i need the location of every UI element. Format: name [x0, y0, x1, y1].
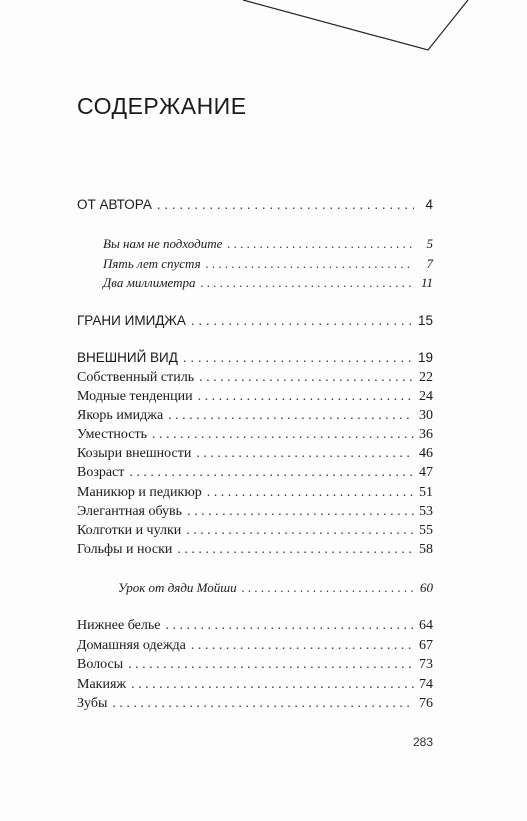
- toc-leader-dots: [201, 275, 415, 291]
- toc-entry-label: Нижнее белье: [77, 618, 161, 633]
- toc-leader-dots: [177, 542, 414, 558]
- toc-entry-label: Модные тенденции: [77, 389, 193, 404]
- toc-leader-dots: [206, 256, 414, 272]
- toc-leader-dots: [198, 389, 414, 405]
- toc-entry-label: Козыри внешности: [77, 446, 192, 461]
- toc-entry-page: 5: [426, 236, 433, 251]
- toc-entry-label: Волосы: [77, 657, 124, 672]
- toc-entry-page: 67: [419, 638, 433, 653]
- toc-entry-page: 11: [420, 275, 433, 290]
- toc-entry-pyat-let-spustya[interactable]: [103, 256, 433, 274]
- toc-entry-vneshniy-vid[interactable]: [77, 350, 433, 368]
- toc-entry-page: 64: [419, 618, 433, 633]
- toc-entry-label: Якорь имиджа: [77, 408, 164, 423]
- toc-leader-dots: [129, 465, 414, 481]
- toc-leader-dots: [128, 657, 414, 673]
- toc-leader-dots: [183, 350, 413, 365]
- toc-entry-makiyazh[interactable]: [77, 677, 433, 695]
- toc-entry-page: 7: [426, 256, 433, 271]
- toc-entry-vozrast[interactable]: [77, 465, 433, 483]
- toc-entry-manikyur-i-pedikyur[interactable]: [77, 485, 433, 503]
- toc-entry-label: Макияж: [77, 677, 127, 692]
- toc-entry-page: 53: [419, 504, 433, 519]
- toc-leader-dots: [207, 485, 414, 501]
- toc-entry-page: 58: [419, 542, 433, 557]
- toc-entry-kozyri-vneshnosti[interactable]: [77, 446, 433, 464]
- toc-entry-label: Гольфы и носки: [77, 542, 173, 557]
- toc-entry-yakor-imidzha[interactable]: [77, 408, 433, 426]
- toc-entry-label: Возраст: [77, 465, 125, 480]
- toc-entry-vy-nam-ne-podhodite[interactable]: [103, 236, 433, 254]
- toc-leader-dots: [227, 236, 414, 252]
- toc-entry-page: 4: [425, 197, 433, 212]
- toc-leader-dots: [196, 446, 414, 462]
- toc-entry-label: Домашняя одежда: [77, 638, 186, 653]
- toc-entry-label: ВНЕШНИЙ ВИД: [77, 350, 178, 365]
- toc-entry-modnye-tendentsii[interactable]: [77, 389, 433, 407]
- toc-entry-label: ГРАНИ ИМИДЖА: [77, 313, 186, 328]
- toc-leader-dots: [187, 504, 414, 520]
- toc-entry-umestnost[interactable]: [77, 427, 433, 445]
- toc-entry-label: Колготки и чулки: [77, 523, 182, 538]
- toc-leader-dots: [152, 427, 414, 443]
- toc-entry-zuby[interactable]: [77, 696, 433, 714]
- toc-entry-label: Пять лет спустя: [103, 256, 201, 271]
- toc-entry-page: 76: [419, 696, 433, 711]
- toc-entry-page: 46: [419, 446, 433, 461]
- toc-entry-ot-avtora[interactable]: [77, 197, 433, 215]
- toc-entry-page: 22: [419, 370, 433, 385]
- toc-entry-volosy[interactable]: [77, 657, 433, 675]
- toc-leader-dots: [131, 677, 414, 693]
- toc-entry-nizhnee-bele[interactable]: [77, 618, 433, 636]
- toc-entry-label: Маникюр и педикюр: [77, 485, 202, 500]
- toc-entry-label: Урок от дяди Мойши: [118, 580, 237, 595]
- toc-entry-kolgotki-i-chulki[interactable]: [77, 523, 433, 541]
- toc-entry-grani-imidzha[interactable]: [77, 313, 433, 331]
- toc-leader-dots: [191, 638, 414, 654]
- toc-entry-page: 24: [419, 389, 433, 404]
- toc-leader-dots: [186, 523, 414, 539]
- toc-entry-page: 36: [419, 427, 433, 442]
- page-number: 283: [412, 735, 433, 749]
- toc-entry-label: Вы нам не подходите: [103, 236, 223, 251]
- toc-entry-page: 15: [417, 313, 433, 328]
- toc-leader-dots: [157, 197, 414, 212]
- toc-entry-sobstvennyy-stil[interactable]: [77, 370, 433, 388]
- toc-entry-label: Зубы: [77, 696, 108, 711]
- toc-leader-dots: [242, 580, 414, 596]
- toc-leader-dots: [199, 370, 414, 386]
- toc-entry-label: Элегантная обувь: [77, 504, 183, 519]
- toc-entry-urok-ot-dyadi-moyshi[interactable]: [118, 580, 433, 598]
- toc-entry-page: 55: [419, 523, 433, 538]
- toc-entry-label: Два миллиметра: [103, 275, 196, 290]
- toc-entry-page: 30: [419, 408, 433, 423]
- toc-entry-elegantnaya-obuv[interactable]: [77, 504, 433, 522]
- corner-decoration: [0, 0, 527, 60]
- toc-entry-domashnyaya-odezhda[interactable]: [77, 638, 433, 656]
- toc-entry-label: ОТ АВТОРА: [77, 197, 152, 212]
- toc-leader-dots: [165, 618, 414, 634]
- toc-entry-page: 51: [419, 485, 433, 500]
- page-title: СОДЕРЖАНИЕ: [77, 93, 247, 119]
- toc-entry-page: 60: [420, 580, 433, 595]
- toc-leader-dots: [191, 313, 413, 328]
- toc-entry-page: 47: [419, 465, 433, 480]
- toc-entry-dva-millimetra[interactable]: [103, 275, 433, 293]
- toc-entry-page: 73: [419, 657, 433, 672]
- toc-leader-dots: [168, 408, 414, 424]
- toc-entry-label: Уместность: [77, 427, 147, 442]
- toc-entry-page: 19: [417, 350, 433, 365]
- toc-entry-page: 74: [419, 677, 433, 692]
- toc-entry-label: Собственный стиль: [77, 370, 195, 385]
- toc-leader-dots: [112, 696, 414, 712]
- toc-entry-golfy-i-noski[interactable]: [77, 542, 433, 560]
